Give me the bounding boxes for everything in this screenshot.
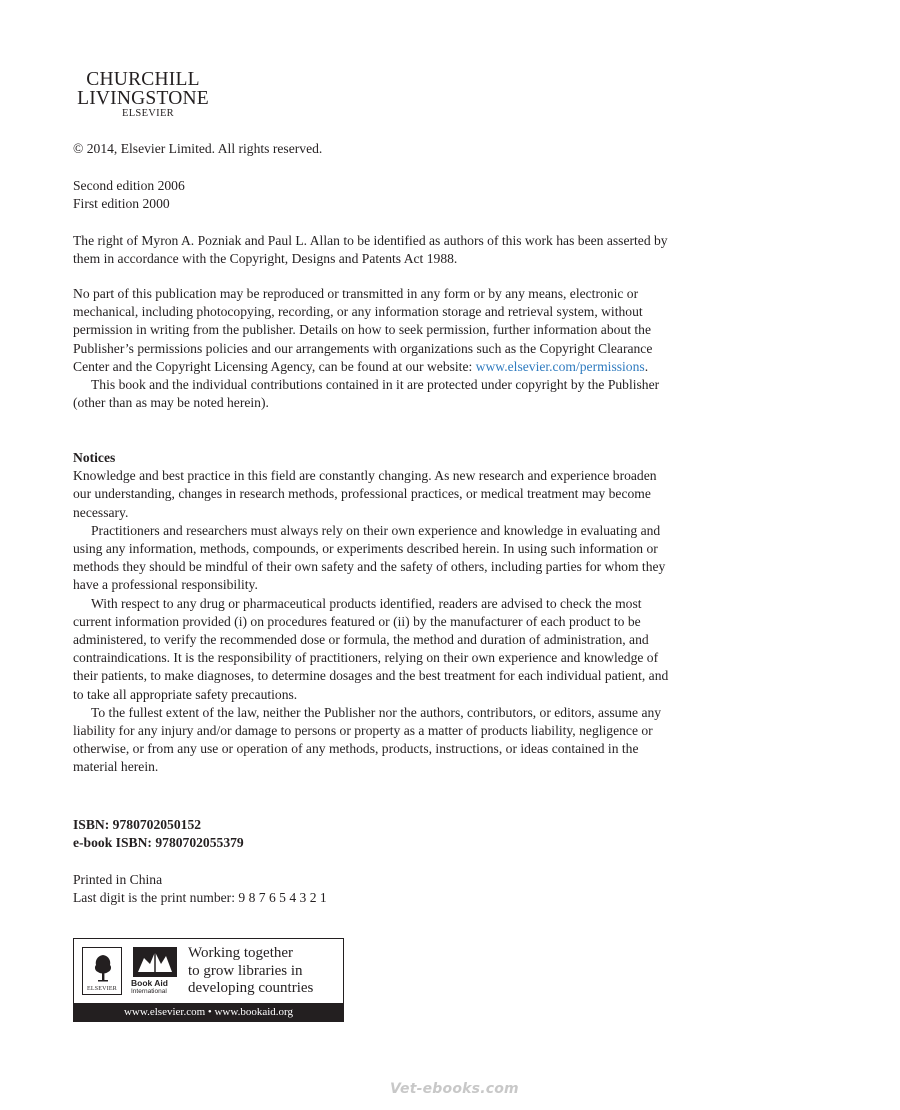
copyright-line: © 2014, Elsevier Limited. All rights reserved.: [73, 141, 323, 156]
badge-footer-links: www.elsevier.com • www.bookaid.org: [74, 1003, 343, 1021]
book-aid-label: Book Aid: [131, 978, 168, 988]
print-info: [73, 871, 673, 907]
edition-history: [73, 177, 673, 213]
tree-icon: [93, 953, 113, 983]
ebook-isbn-line: [73, 834, 673, 852]
isbn-line: [73, 816, 673, 834]
book-aid-badge: [73, 938, 344, 1022]
isbn-label: ISBN:: [73, 817, 110, 832]
tagline-line: Working together: [188, 945, 294, 961]
watermark-text: Vet-ebooks.com: [390, 1081, 519, 1097]
tagline-line: developing countries: [188, 980, 314, 996]
edition-first: First edition 2000: [73, 196, 170, 212]
elsevier-badge-label: ELSEVIER: [87, 986, 117, 992]
notices-section: [73, 449, 673, 777]
permissions-paragraph: [73, 285, 673, 376]
notices-paragraph: Practitioners and researchers must always rely on their own experience and knowledge in evaluating and using any information, methods, compounds, or experiments described herein. In using such information or methods they should be mindful of their own safety and the safety of others, including parties for whom they have a professional responsibility.: [73, 522, 666, 593]
permissions-text: No part of this publication may be reproduced or transmitted in any form or by any means, electronic or mechanical, including photocopying, recording, or any information storage and retrieval system, without permission in writing from the publisher. Details on how to seek permission, further information about the Publisher’s permissions policies and our arrangements with organizations such as the Copyright Clearance Center and the Copyright Licensing Agency, can be found at our website:: [73, 286, 653, 374]
notices-paragraph: With respect to any drug or pharmaceutical products identified, readers are advised to check the most current information provided (i) on procedures featured or (ii) by the manufacturer of each product to be administered, to verify the recommended dose or formula, the method and duration of administration, and contraindications. It is the responsibility of practitioners, relying on their own experience and knowledge of their patients, to make diagnoses, to determine dosages and the best treatment for each individual patient, and to take all appropriate safety precautions.: [73, 595, 669, 702]
printed-in: Printed in China: [73, 872, 163, 887]
logo-line-elsevier: ELSEVIER: [122, 108, 174, 119]
permissions-link-suffix: .: [644, 358, 649, 374]
permissions-section: [73, 285, 673, 412]
notices-paragraph: To the fullest extent of the law, neither the Publisher nor the authors, contributors, or editors, assume any liability for any injury and/or damage to persons or property as a matter of products liability, negligence or otherwise, or from any use or operation of any methods, products, instructions, or ideas contained in the material herein.: [73, 704, 662, 775]
tagline-line: to grow libraries in: [188, 962, 303, 979]
protection-paragraph: This book and the individual contributions contained in it are protected under copyright by the Publisher (other than as may be noted herein).: [73, 377, 660, 411]
edition-second: Second edition 2006: [73, 178, 185, 193]
elsevier-tree-logo: [82, 947, 122, 995]
book-aid-sublabel: International: [131, 988, 167, 995]
watermark: [390, 1080, 520, 1102]
publisher-logo: [73, 70, 213, 120]
ebook-isbn-value: : 9780702055379: [147, 835, 244, 851]
logo-line-churchill: CHURCHILL: [86, 69, 200, 90]
notices-paragraph: Knowledge and best practice in this field are constantly changing. As new research and experience broaden our understanding, changes in research methods, professional practices, or medical treatment may become necessary.: [73, 468, 657, 520]
book-aid-icon: [132, 946, 178, 978]
authors-right-paragraph: The right of Myron A. Pozniak and Paul L. Allan to be identified as authors of this work has been asserted by them in accordance with the Copyright, Designs and Patents Act 1988.: [73, 233, 668, 267]
badge-tagline: [188, 945, 340, 998]
isbn-block: [73, 816, 673, 852]
isbn-value: 9780702050152: [112, 817, 202, 832]
logo-line-livingstone: LIVINGSTONE: [77, 88, 209, 109]
ebook-isbn-label: e-book ISBN: [73, 835, 148, 851]
print-number: Last digit is the print number: 9 8 7 6 5 4 3 2 1: [73, 890, 327, 906]
permissions-link[interactable]: www.elsevier.com/permissions: [475, 358, 645, 374]
notices-heading: Notices: [73, 450, 116, 465]
